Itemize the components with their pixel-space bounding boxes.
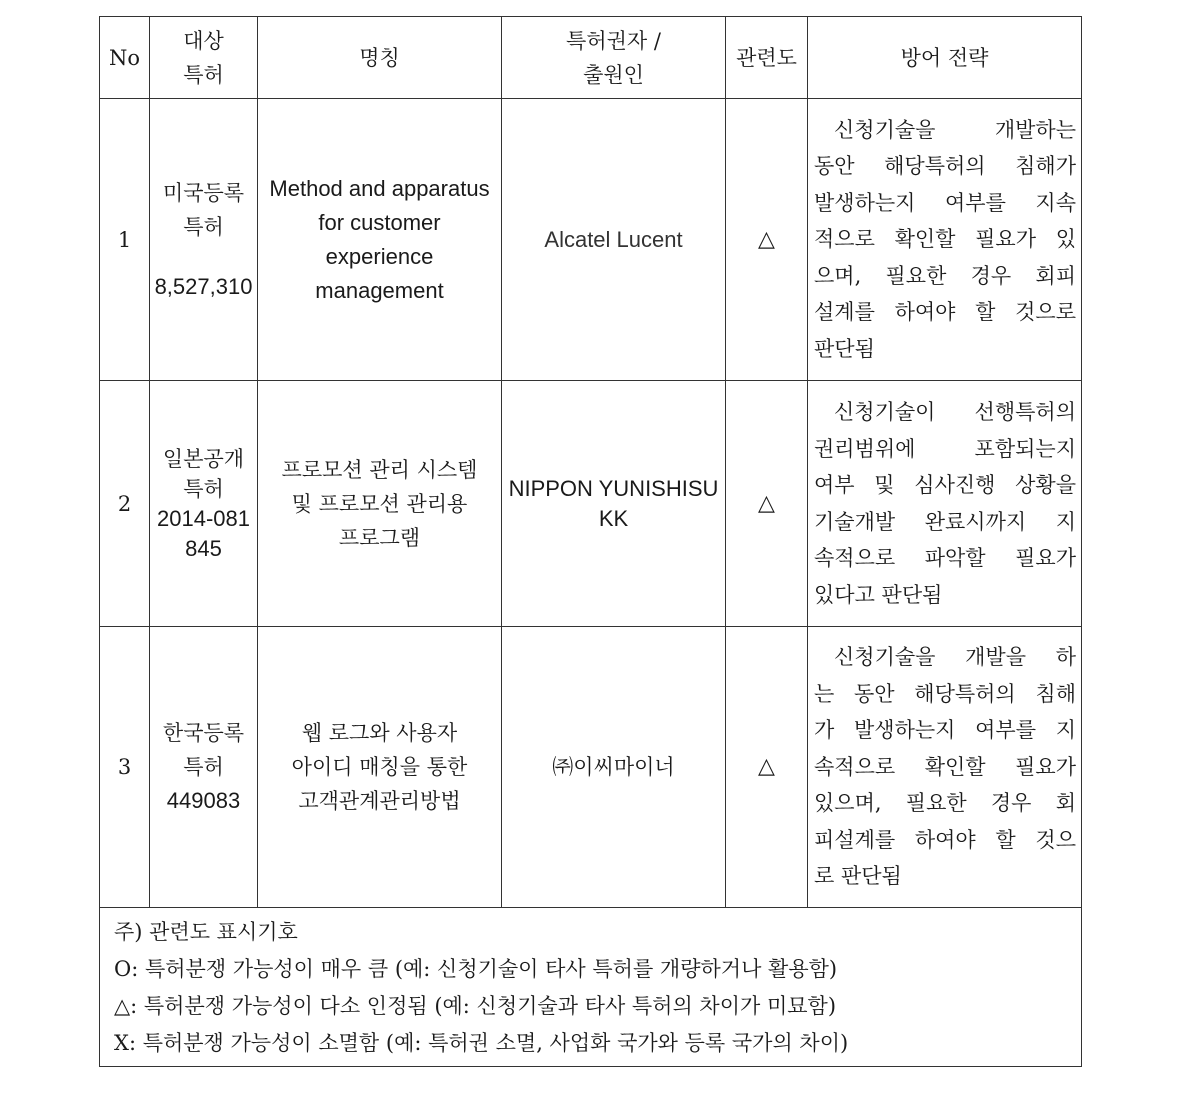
strategy-line: 피설계를 하여야 할 것으 (814, 827, 1076, 852)
patent-id-line: 일본공개 (162, 446, 245, 471)
header-relevance: 관련도 (726, 17, 808, 99)
header-no: No (100, 17, 150, 99)
patent-title-line: 고객관계관리방법 (298, 789, 461, 813)
patent-id-line: 449083 (166, 788, 241, 813)
strategy-line: 판단됨 (814, 336, 875, 361)
strategy-line: 속적으로 확인할 필요가 (814, 754, 1076, 779)
patent-title-cell (258, 627, 502, 908)
patent-title-line: 및 프로모션 관리용 (291, 491, 468, 516)
patent-owner-cell (502, 99, 726, 381)
strategy-line: 신청기술을 개발을 하 (834, 645, 1076, 670)
strategy-line: 있으며, 필요한 경우 회 (814, 791, 1076, 816)
patent-owner-cell (502, 627, 726, 908)
header-owner (502, 17, 726, 99)
patent-owner-line: ㈜이씨마이너 (552, 755, 675, 779)
relevance-cell: △ (726, 381, 808, 627)
patent-title-line: 프로모션 관리 시스템 (281, 457, 478, 482)
header-title: 명칭 (258, 17, 502, 99)
patent-owner-line: Alcatel Lucent (544, 226, 683, 252)
header-target-patent-line: 대상 (183, 28, 224, 53)
strategy-line: 속적으로 파악할 필요가 (814, 546, 1076, 570)
strategy-line: 으며, 필요한 경우 회피 (814, 263, 1076, 288)
strategy-line: 있다고 판단됨 (814, 582, 943, 607)
row-number: 2 (100, 381, 150, 627)
patent-id-line: 8,527,310 (154, 273, 253, 299)
patent-id-line: 845 (185, 535, 222, 561)
strategy-line: 동안 해당특허의 침해가 (814, 154, 1076, 179)
patent-title-line: 웹 로그와 사용자 (301, 721, 458, 745)
patent-title-line: 프로그램 (338, 525, 421, 550)
patent-id-cell (150, 99, 258, 381)
strategy-line: 가 발생하는지 여부를 지 (814, 718, 1076, 743)
relevance-cell: △ (726, 99, 808, 381)
patent-owner-line: NIPPON YUNISHISU (508, 475, 719, 501)
patent-id-cell (150, 627, 258, 908)
patent-title-line: experience (325, 243, 434, 269)
legend-row (100, 908, 1082, 1067)
patent-id-line: 특허 (183, 755, 224, 779)
legend-item: O: 특허분쟁 가능성이 매우 큼 (예: 신청기술이 타사 특허를 개량하거나 활용함) (114, 957, 838, 981)
patent-owner-cell (502, 381, 726, 627)
header-owner-line: 특허권자 / (566, 28, 661, 53)
legend-item: X: 특허분쟁 가능성이 소멸함 (예: 특허권 소멸, 사업화 국가와 등록 국가의 차이) (114, 1031, 849, 1055)
row-number: 1 (100, 99, 150, 381)
patent-analysis-table (99, 16, 1082, 1067)
patent-title-cell (258, 99, 502, 381)
patent-title-cell (258, 381, 502, 627)
header-row (100, 17, 1082, 99)
strategy-cell (808, 627, 1082, 908)
patent-title-line: Method and apparatus (269, 175, 490, 201)
strategy-cell (808, 99, 1082, 381)
patent-title-line: 아이디 매칭을 통한 (291, 755, 468, 779)
patent-id-line: 한국등록 (162, 721, 245, 745)
strategy-line: 적으로 확인할 필요가 있 (814, 227, 1076, 252)
legend-cell (100, 908, 1082, 1067)
strategy-line: 로 판단됨 (814, 864, 902, 889)
strategy-line: 기술개발 완료시까지 지 (814, 509, 1076, 534)
patent-id-line: 특허 (183, 214, 224, 239)
patent-id-line: 2014-081 (157, 505, 250, 531)
row-number: 3 (100, 627, 150, 908)
header-target-patent (150, 17, 258, 99)
table-row (100, 627, 1082, 908)
header-owner-line: 출원인 (583, 62, 644, 87)
patent-title-line: management (315, 277, 444, 303)
patent-id-cell (150, 381, 258, 627)
strategy-line: 신청기술이 선행특허의 (834, 400, 1076, 424)
patent-owner-line: KK (598, 505, 629, 531)
legend-item: △: 특허분쟁 가능성이 다소 인정됨 (예: 신청기술과 타사 특허의 차이가 미묘함) (114, 994, 837, 1018)
strategy-line: 여부 및 심사진행 상황을 (814, 473, 1076, 497)
header-strategy: 방어 전략 (808, 17, 1082, 99)
patent-id-spacer (150, 244, 257, 270)
table-row (100, 99, 1082, 381)
strategy-line: 는 동안 해당특허의 침해 (814, 681, 1076, 706)
patent-id-line: 미국등록 (162, 180, 245, 205)
strategy-line: 발생하는지 여부를 지속 (814, 190, 1076, 215)
relevance-cell: △ (726, 627, 808, 908)
patent-title-line: for customer (318, 209, 441, 235)
header-target-patent-line: 특허 (183, 62, 224, 87)
strategy-cell (808, 381, 1082, 627)
strategy-line: 설계를 하여야 할 것으로 (814, 300, 1076, 325)
patent-id-line: 특허 (183, 476, 224, 501)
legend-title: 주) 관련도 표시기호 (114, 920, 298, 944)
strategy-line: 권리범위에 포함되는지 (814, 436, 1076, 461)
strategy-line: 신청기술을 개발하는 (834, 117, 1076, 142)
table-row (100, 381, 1082, 627)
